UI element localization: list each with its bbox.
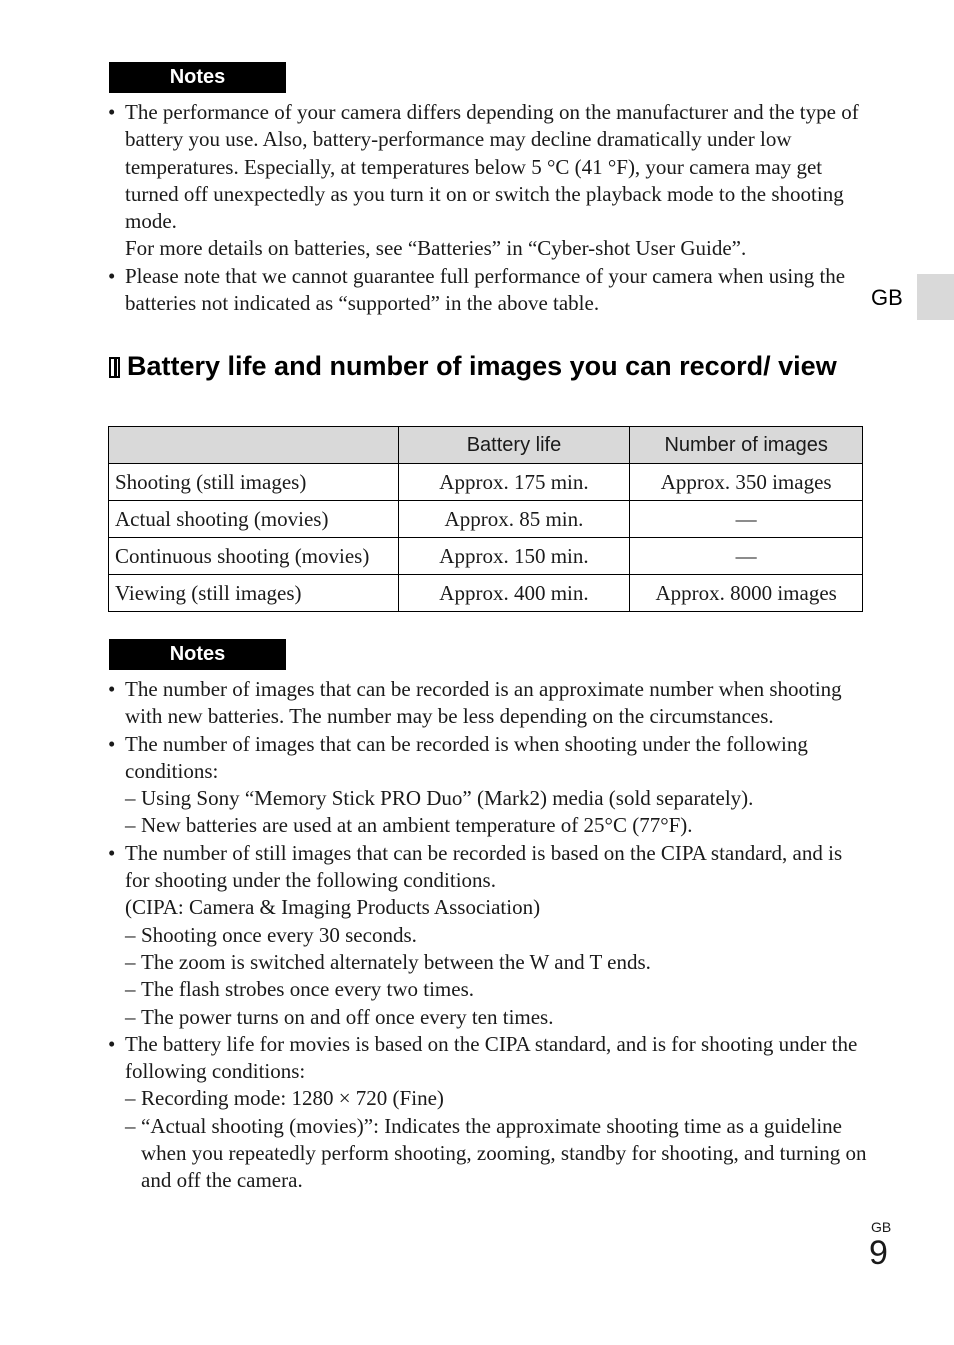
notes-label: Notes [109, 62, 286, 93]
table-header-row [109, 427, 863, 464]
note-item: • The number of images that can be recorded is when shooting under the following conditions: [108, 731, 868, 786]
table-row [109, 464, 863, 501]
table-cell: Approx. 150 min. [398, 538, 630, 575]
table-cell: Approx. 85 min. [398, 501, 630, 538]
table-cell: Viewing (still images) [109, 575, 399, 612]
section-heading-text: Battery life and number of images you can record/ view [127, 351, 837, 381]
section-heading [109, 351, 849, 382]
table-cell: — [630, 538, 863, 575]
note-subitem: – The zoom is switched alternately between the W and T ends. [108, 949, 868, 976]
table-header-cell: Battery life [398, 427, 630, 464]
note-item-more: (CIPA: Camera & Imaging Products Association) [125, 895, 541, 920]
table-cell: Approx. 350 images [630, 464, 863, 501]
note-item: • Please note that we cannot guarantee full performance of your camera when using the batteries not indicated as “supported” in the above table. [108, 263, 868, 318]
note-subitem: – Using Sony “Memory Stick PRO Duo” (Mark2) media (sold separately). [108, 785, 868, 812]
note-item-more: For more details on batteries, see “Batteries” in “Cyber-shot User Guide”. [125, 236, 747, 261]
note-item: • The number of images that can be recorded is an approximate number when shooting with new batteries. The number may be less depending on the circumstances. [108, 676, 868, 731]
note-item: • The performance of your camera differs depending on the manufacturer and the type of battery you use. Also, battery-performance may decline dramatically under low temperatures. Especially, at temperatures below 5 °C (41 °F), your camera may get turned off unexpectedly as you turn it on or switch the playback mode to the shooting mode. [108, 99, 868, 235]
language-tab-label: GB [871, 285, 903, 310]
notes-list-batteries [108, 99, 868, 317]
table-row [109, 575, 863, 612]
note-subitem: – Recording mode: 1280 × 720 (Fine) [108, 1085, 868, 1112]
notes-list-battery-life [108, 676, 868, 1195]
table-row [109, 538, 863, 575]
table-header-cell [109, 427, 399, 464]
page-language-label: GB [871, 1219, 892, 1235]
table-cell: Shooting (still images) [109, 464, 399, 501]
table-cell: Approx. 400 min. [398, 575, 630, 612]
heading-marker-icon [109, 357, 120, 378]
table-header-cell: Number of images [630, 427, 863, 464]
note-subitem: – The power turns on and off once every ten times. [108, 1004, 868, 1031]
table-cell: Actual shooting (movies) [109, 501, 399, 538]
note-item: • The number of still images that can be recorded is based on the CIPA standard, and is for shooting under the following conditions. [108, 840, 868, 895]
note-subitem: – The flash strobes once every two times. [108, 976, 868, 1003]
note-subitem: – “Actual shooting (movies)”: Indicates the approximate shooting time as a guideline when you repeatedly perform shooting, zooming, standby for shooting, and turning on and off the camera. [108, 1113, 868, 1195]
table-cell: Approx. 175 min. [398, 464, 630, 501]
table-cell: Approx. 8000 images [630, 575, 863, 612]
table-cell: — [630, 501, 863, 538]
note-subitem: – Shooting once every 30 seconds. [108, 922, 868, 949]
table-cell: Continuous shooting (movies) [109, 538, 399, 575]
language-tab [917, 274, 954, 320]
note-item: • The battery life for movies is based on the CIPA standard, and is for shooting under the following conditions: [108, 1031, 868, 1086]
page-number: 9 [869, 1234, 888, 1272]
battery-table [108, 426, 863, 612]
notes-label: Notes [109, 639, 286, 670]
note-subitem: – New batteries are used at an ambient temperature of 25°C (77°F). [108, 812, 868, 839]
table-row [109, 501, 863, 538]
